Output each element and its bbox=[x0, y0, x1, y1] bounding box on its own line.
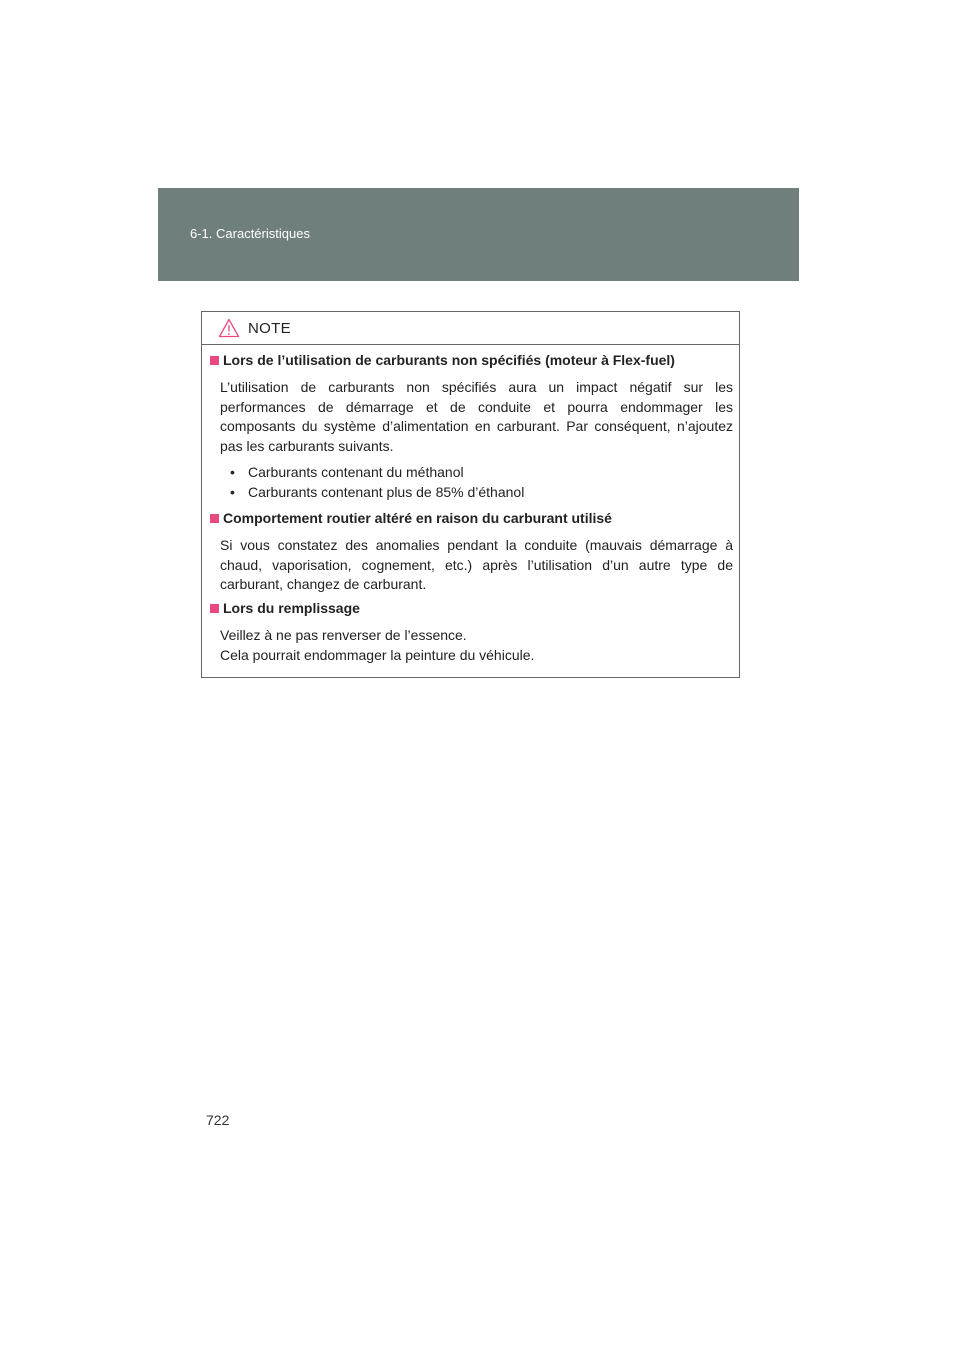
bullet-list-fuels bbox=[230, 463, 524, 502]
section-heading-refuel bbox=[210, 600, 360, 616]
note-header bbox=[218, 318, 291, 338]
square-bullet-icon bbox=[210, 604, 219, 613]
section-paragraph-flex-fuel: L’utilisation de carburants non spécifiés aura un impact négatif sur les performances de démarrage et de conduite et pourra endommager les composants du système d’alimentation en carburant. Par conséquent, n’ajoutez pas les carburants suivants. bbox=[220, 379, 733, 454]
section-paragraph-refuel bbox=[220, 626, 733, 665]
section-heading-text: Lors du remplissage bbox=[223, 600, 360, 616]
list-item: • Carburants contenant du méthanol bbox=[230, 464, 464, 480]
section-paragraph-driving: Si vous constatez des anomalies pendant la conduite (mauvais démarrage à chaud, vaporisation, cognement, etc.) après l’utilisation d’un autre type de carburant, changez de carburant. bbox=[220, 537, 733, 592]
note-box bbox=[201, 311, 740, 678]
section-label: 6-1. Caractéristiques bbox=[190, 226, 310, 241]
square-bullet-icon bbox=[210, 356, 219, 365]
paragraph-line: Veillez à ne pas renverser de l’essence. bbox=[220, 627, 467, 643]
note-title: NOTE bbox=[248, 319, 291, 337]
section-heading-driving bbox=[210, 510, 612, 526]
section-header-band bbox=[158, 188, 799, 281]
section-heading-flex-fuel bbox=[210, 352, 675, 368]
note-divider bbox=[202, 344, 739, 345]
warning-triangle-icon bbox=[218, 318, 240, 338]
paragraph-line: Cela pourrait endommager la peinture du véhicule. bbox=[220, 646, 535, 663]
page-number: 722 bbox=[206, 1112, 230, 1128]
section-heading-text: Comportement routier altéré en raison du carburant utilisé bbox=[223, 510, 612, 526]
list-item: • Carburants contenant plus de 85% d’éthanol bbox=[230, 483, 525, 500]
square-bullet-icon bbox=[210, 514, 219, 523]
section-heading-text: Lors de l’utilisation de carburants non spécifiés (moteur à Flex-fuel) bbox=[223, 352, 675, 368]
